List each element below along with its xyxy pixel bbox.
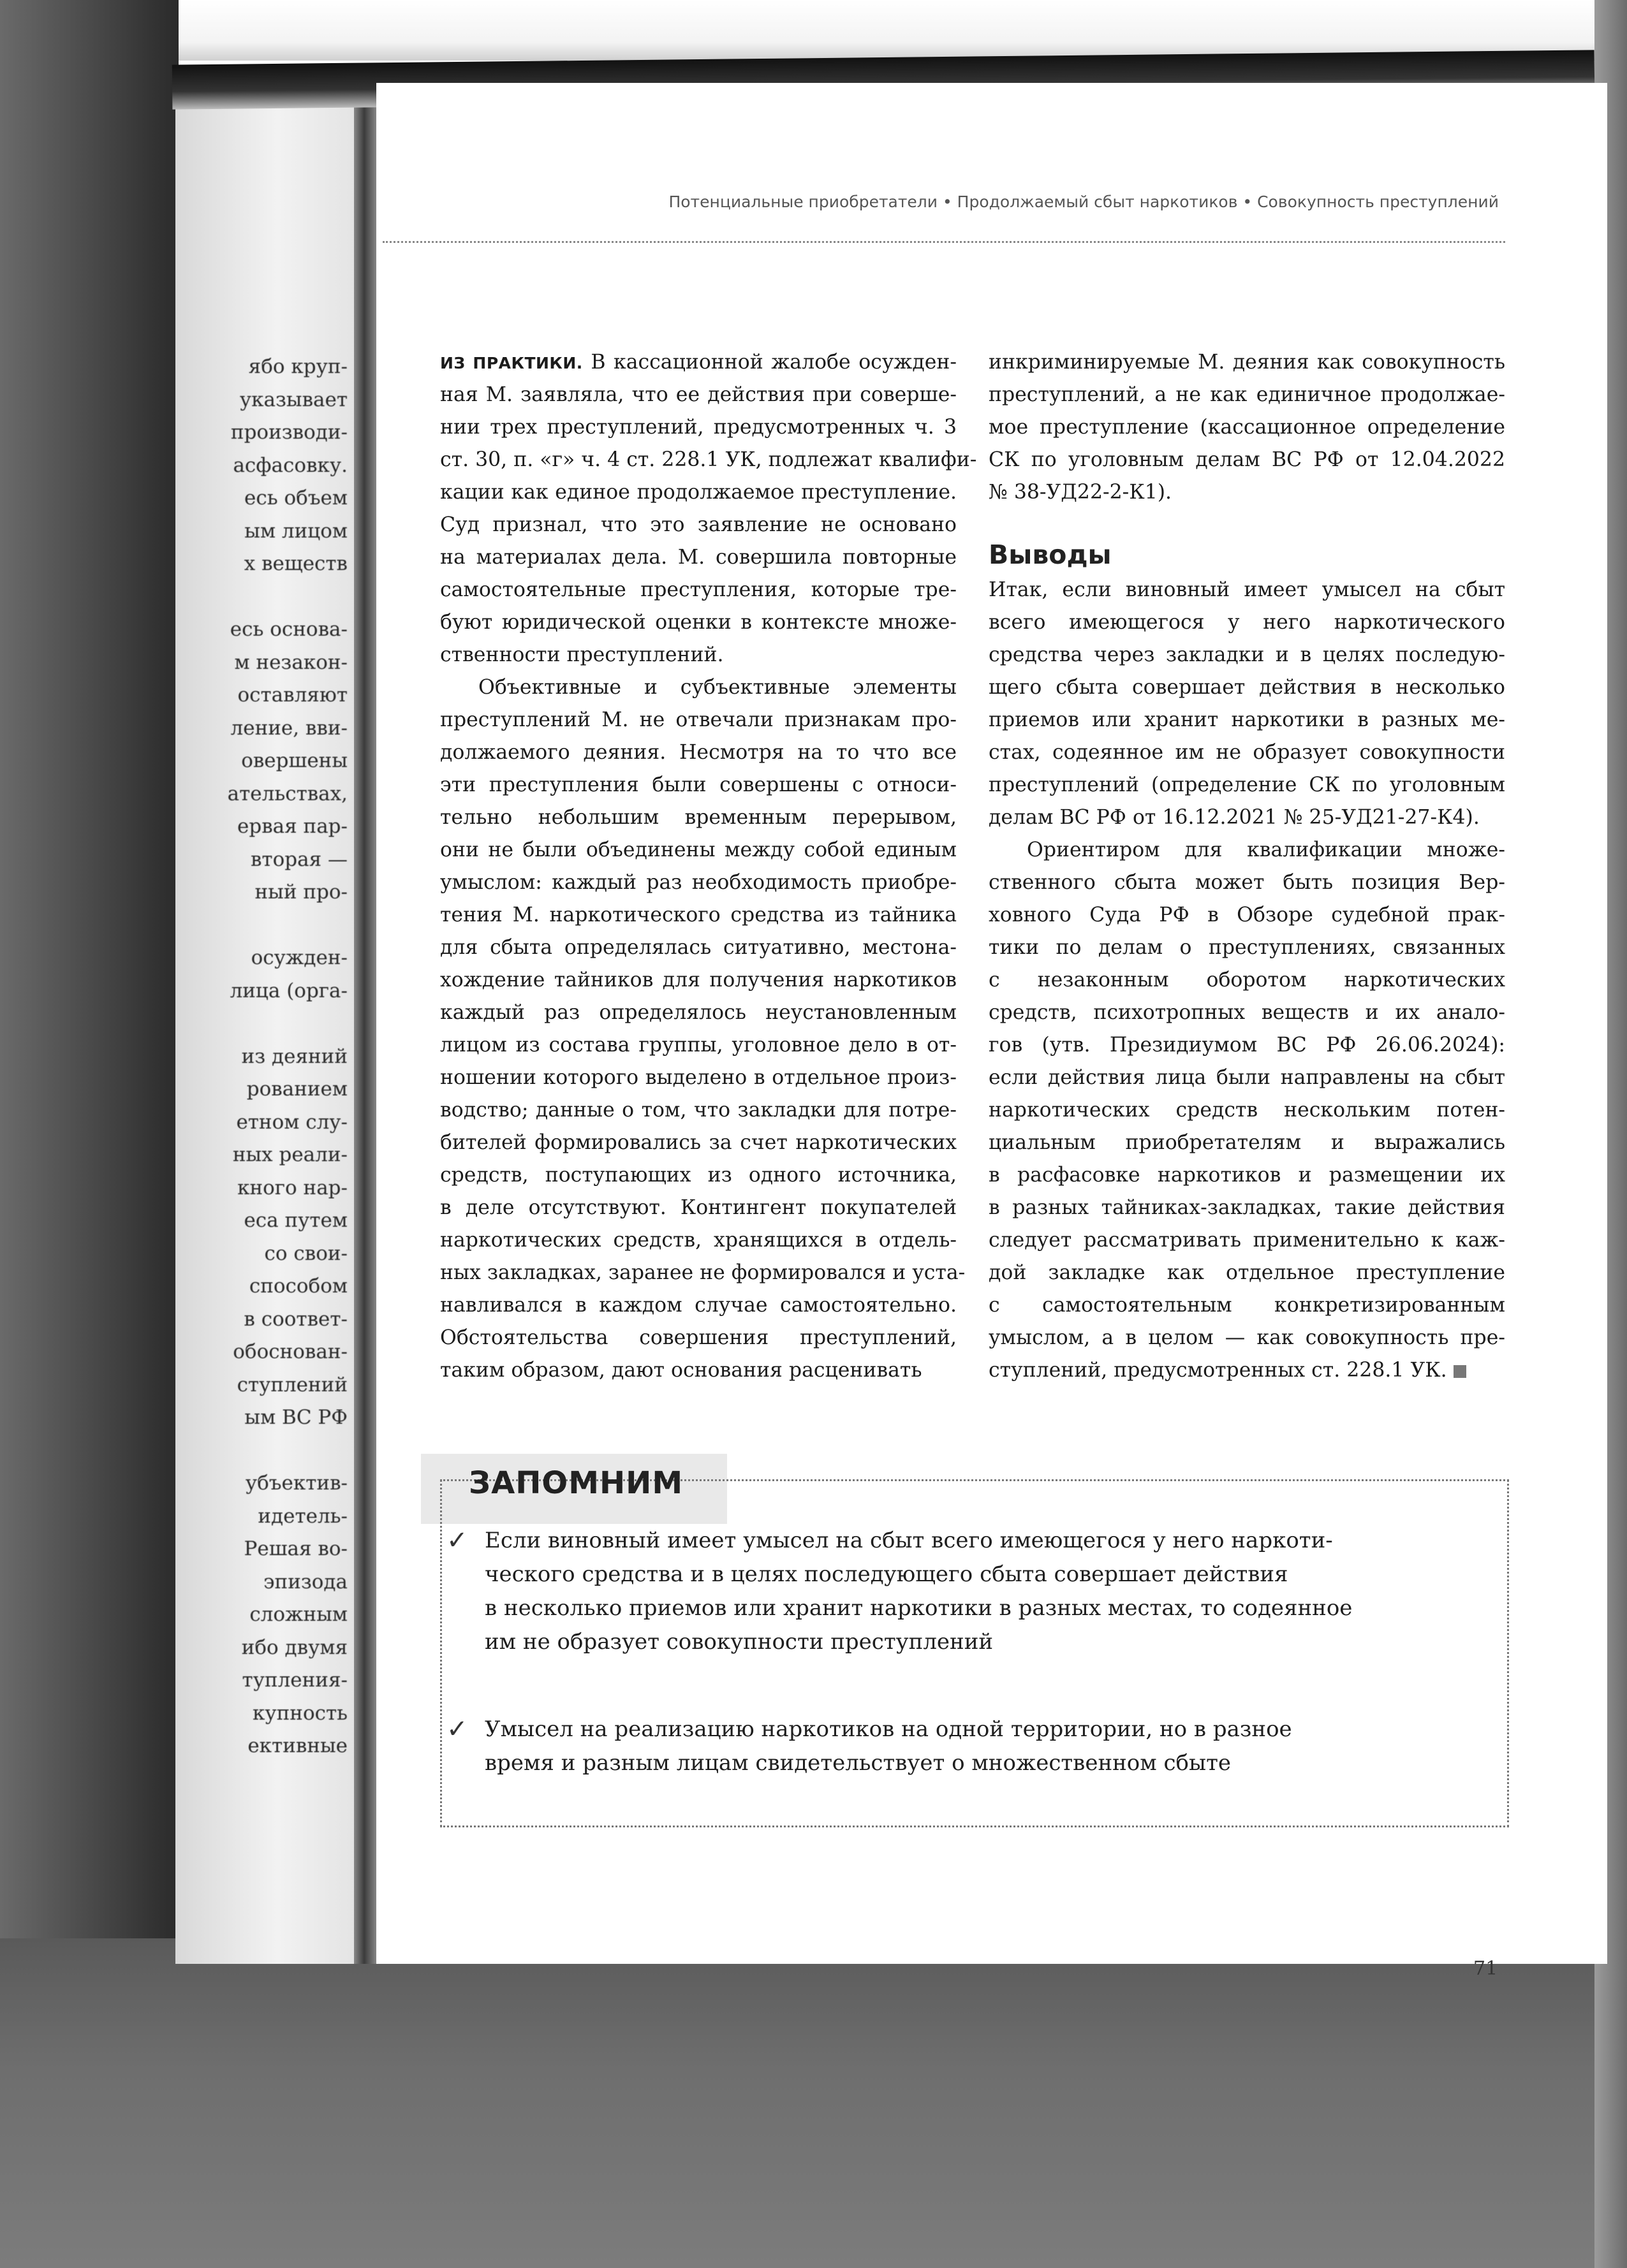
text-line: умыслом: каждый раз необходимость приобре- — [440, 871, 957, 894]
end-of-section-icon — [1454, 1365, 1466, 1378]
text-line: ственного сбыта может быть позиция Вер- — [989, 871, 1505, 894]
text-line: делам ВС РФ от 16.12.2021 № 25-УД21-27-К4). — [989, 806, 1480, 829]
header-divider — [383, 241, 1505, 243]
previous-page-line: Решая во- — [244, 1537, 348, 1560]
previous-page-line: ым ВС РФ — [244, 1406, 348, 1429]
text-line: в разных тайниках-закладках, такие действия — [989, 1196, 1505, 1219]
text-line: гов (утв. Президиумом ВС РФ 26.06.2024): — [989, 1034, 1505, 1057]
text-line: СК по уголовным делам ВС РФ от 12.04.2022 — [989, 448, 1505, 471]
previous-page-line: кного нар- — [237, 1176, 348, 1199]
text-line: следует рассматривать применительно к каж- — [989, 1229, 1505, 1252]
remember-line: Если виновный имеет умысел на сбыт всего имеющегося у него наркоти- — [485, 1528, 1333, 1553]
previous-page-line — [182, 1435, 348, 1468]
previous-page-line: ательствах, — [227, 782, 348, 805]
text-line: тения М. наркотического средства из тайника — [440, 904, 957, 926]
previous-page-line: эпизода — [263, 1570, 348, 1593]
scan-top-margin — [0, 0, 1627, 61]
text-line — [989, 1354, 1505, 1387]
text-line: тики по делам о преступлениях, связанных — [989, 936, 1505, 959]
text-line: стах, содеянное им не образует совокупности — [989, 741, 1505, 764]
book-page — [376, 83, 1607, 1980]
previous-page-line: ервая пар- — [237, 815, 348, 838]
text-line: № 38-УД22-2-К1). — [989, 481, 1172, 504]
text-line: умыслом, а в целом — как совокупность пре- — [989, 1326, 1505, 1349]
check-icon: ✓ — [446, 1526, 468, 1555]
column-conclusions — [989, 574, 1505, 1387]
column-practice — [440, 346, 977, 1387]
text-line: ная М. заявляла, что ее действия при соверше- — [440, 383, 957, 406]
check-icon: ✓ — [446, 1715, 468, 1744]
previous-page-line: м незакон- — [234, 650, 348, 674]
text-run: ступлений, предусмотренных ст. 228.1 УК. — [989, 1359, 1447, 1382]
text-line: тельно небольшим временным перерывом, — [440, 806, 957, 829]
previous-page-line: ективные — [247, 1734, 348, 1757]
previous-page-line: рованием — [246, 1078, 348, 1101]
text-line: каждый раз определялось неустановленным — [440, 1001, 957, 1024]
text-line: Ориентиром для квалификации множе- — [1027, 838, 1505, 861]
previous-page-line: есь объем — [244, 487, 348, 509]
practice-kicker: ИЗ ПРАКТИКИ. — [440, 354, 583, 372]
text-line: навливался в каждом случае самостоятельно. — [440, 1294, 957, 1317]
previous-page-line: убъектив- — [245, 1472, 348, 1495]
previous-page-line — [182, 581, 348, 614]
previous-page-line: купность — [253, 1701, 348, 1725]
running-header: Потенциальные приобретатели • Продолжаемый сбыт наркотиков • Совокупность преступлений — [668, 193, 1499, 211]
text-line: хождение тайников для получения наркотиков — [440, 969, 957, 991]
text-line: наркотических средств, хранящихся в отдель- — [440, 1229, 957, 1252]
scan-left-shadow — [0, 0, 179, 2268]
previous-page-line: из деяний — [241, 1044, 348, 1068]
text-line: ношении которого выделено в отдельное произ- — [440, 1066, 957, 1089]
text-line: в деле отсутствуют. Контингент покупателей — [440, 1196, 957, 1219]
previous-page-line: тупления- — [242, 1669, 348, 1692]
previous-page-line — [182, 909, 348, 942]
remember-line: ческого средства и в целях последующего сбыта совершает действия — [485, 1562, 1288, 1587]
text-line: средств, поступающих из одного источника, — [440, 1164, 957, 1187]
text-line: они не были объединены между собой единым — [440, 838, 957, 861]
previous-page-line: ных реали- — [232, 1143, 348, 1166]
text-line: преступлений, а не как единичное продолжае- — [989, 383, 1505, 406]
previous-page-strip — [175, 83, 360, 1964]
text-line — [440, 346, 957, 379]
text-line: водство; данные о том, что закладки для потре- — [440, 1099, 957, 1122]
previous-page-line: идетель- — [258, 1504, 348, 1528]
previous-page-line: еса путем — [244, 1209, 348, 1232]
text-line: наркотических средств нескольким потен- — [989, 1099, 1505, 1122]
remember-line: Умысел на реализацию наркотиков на одной территории, но в разное — [485, 1716, 1292, 1742]
text-line: должаемого деяния. Несмотря на то что все — [440, 741, 957, 764]
text-line: циальным приобретателям и выражались — [989, 1131, 1505, 1154]
text-line: щего сбыта совершает действия в несколько — [989, 676, 1505, 699]
previous-page-line: ябо круп- — [248, 355, 348, 378]
text-line: ховного Суда РФ в Обзоре судебной прак- — [989, 904, 1505, 926]
previous-page-line: указывает — [239, 388, 348, 411]
text-line: эти преступления были совершены с относи- — [440, 773, 957, 796]
text-line: ных закладках, заранее не формировался и уста- — [440, 1261, 966, 1284]
text-line: всего имеющегося у него наркотического — [989, 611, 1505, 634]
remember-item — [446, 1713, 1441, 1780]
previous-page-line: ым лицом — [244, 519, 348, 543]
text-line: бителей формировались за счет наркотических — [440, 1131, 957, 1154]
previous-page-line: обоснован- — [233, 1340, 348, 1363]
text-line: нии трех преступлений, предусмотренных ч. 3 — [440, 416, 957, 439]
page-number: 71 — [1473, 1957, 1498, 1980]
section-title-conclusions: Выводы — [989, 539, 1112, 570]
previous-page-line: осужден- — [251, 946, 348, 969]
text-line: в расфасовке наркотиков и размещении их — [989, 1164, 1505, 1187]
previous-page-text — [182, 351, 348, 1763]
text-line: приемов или хранит наркотики в разных ме- — [989, 708, 1505, 731]
text-line: преступлений М. не отвечали признакам про- — [440, 708, 957, 731]
text-line: для сбыта определялась ситуативно, местона- — [440, 936, 957, 959]
text-line: Объективные и субъективные элементы — [478, 676, 957, 699]
previous-page-line: етном слу- — [236, 1110, 348, 1134]
text-line: таким образом, дают основания расценивать — [440, 1359, 922, 1382]
scan-bottom-shadow — [0, 1938, 1627, 2268]
previous-page-line — [182, 1007, 348, 1041]
previous-page-line: асфасовку. — [233, 453, 348, 477]
text-line: самостоятельные преступления, которые тре- — [440, 578, 957, 601]
text-line: Обстоятельства совершения преступлений, — [440, 1326, 957, 1349]
text-line: мое преступление (кассационное определение — [989, 416, 1505, 439]
previous-page-line: вторая — — [250, 847, 348, 871]
previous-page-line: х веществ — [244, 552, 348, 575]
text-line: средств, психотропных веществ и их анало- — [989, 1001, 1505, 1024]
text-line: инкриминируемые М. деяния как совокупность — [989, 351, 1505, 374]
text-line: средства через закладки и в целях последую- — [989, 643, 1505, 666]
previous-page-line: оставляют — [237, 684, 348, 706]
text-line: Суд признал, что это заявление не основано — [440, 513, 957, 536]
previous-page-line: есь основа- — [230, 618, 348, 641]
text-line: если действия лица были направлены на сбыт — [989, 1066, 1505, 1089]
text-line: ст. 30, п. «г» ч. 4 ст. 228.1 УК, подлежат квалифи- — [440, 448, 977, 471]
remember-line: им не образует совокупности преступлений — [485, 1629, 994, 1655]
text-line: преступлений (определение СК по уголовным — [989, 773, 1505, 796]
previous-page-line: способом — [249, 1275, 348, 1298]
previous-page-line: ный про- — [254, 881, 348, 904]
text-line: на материалах дела. М. совершила повторные — [440, 546, 957, 569]
text-line: буют юридической оценки в контексте множе- — [440, 611, 957, 634]
text-line: лицом из состава группы, уголовное дело в от- — [440, 1034, 957, 1057]
text-line: Итак, если виновный имеет умысел на сбыт — [989, 578, 1505, 601]
remember-item — [446, 1524, 1441, 1659]
previous-page-line: со свои- — [264, 1241, 348, 1265]
text-line: ственности преступлений. — [440, 643, 724, 666]
previous-page-line: в соответ- — [244, 1307, 348, 1331]
previous-page-line: производи- — [230, 421, 348, 444]
text-run: В кассационной жалобе осужден- — [582, 351, 957, 374]
remember-line: время и разным лицам свидетельствует о множественном сбыте — [485, 1750, 1231, 1776]
text-line: дой закладке как отдельное преступление — [989, 1261, 1505, 1284]
previous-page-line: ибо двумя — [241, 1635, 348, 1659]
remember-line: в несколько приемов или хранит наркотики в разных местах, то содеянное — [485, 1595, 1353, 1621]
previous-page-line: овершены — [241, 749, 348, 772]
column-continuation — [989, 346, 1505, 509]
previous-page-line: сложным — [249, 1603, 348, 1626]
text-line: с незаконным оборотом наркотических — [989, 969, 1505, 991]
book-spine — [354, 83, 379, 1964]
previous-page-line: ступлений — [237, 1373, 348, 1396]
previous-page-line: лица (орга- — [230, 979, 348, 1002]
text-line: с самостоятельным конкретизированным — [989, 1294, 1505, 1317]
remember-title: ЗАПОМНИМ — [469, 1465, 684, 1501]
previous-page-line: ление, вви- — [230, 716, 348, 740]
text-line: кации как единое продолжаемое преступление. — [440, 481, 957, 504]
